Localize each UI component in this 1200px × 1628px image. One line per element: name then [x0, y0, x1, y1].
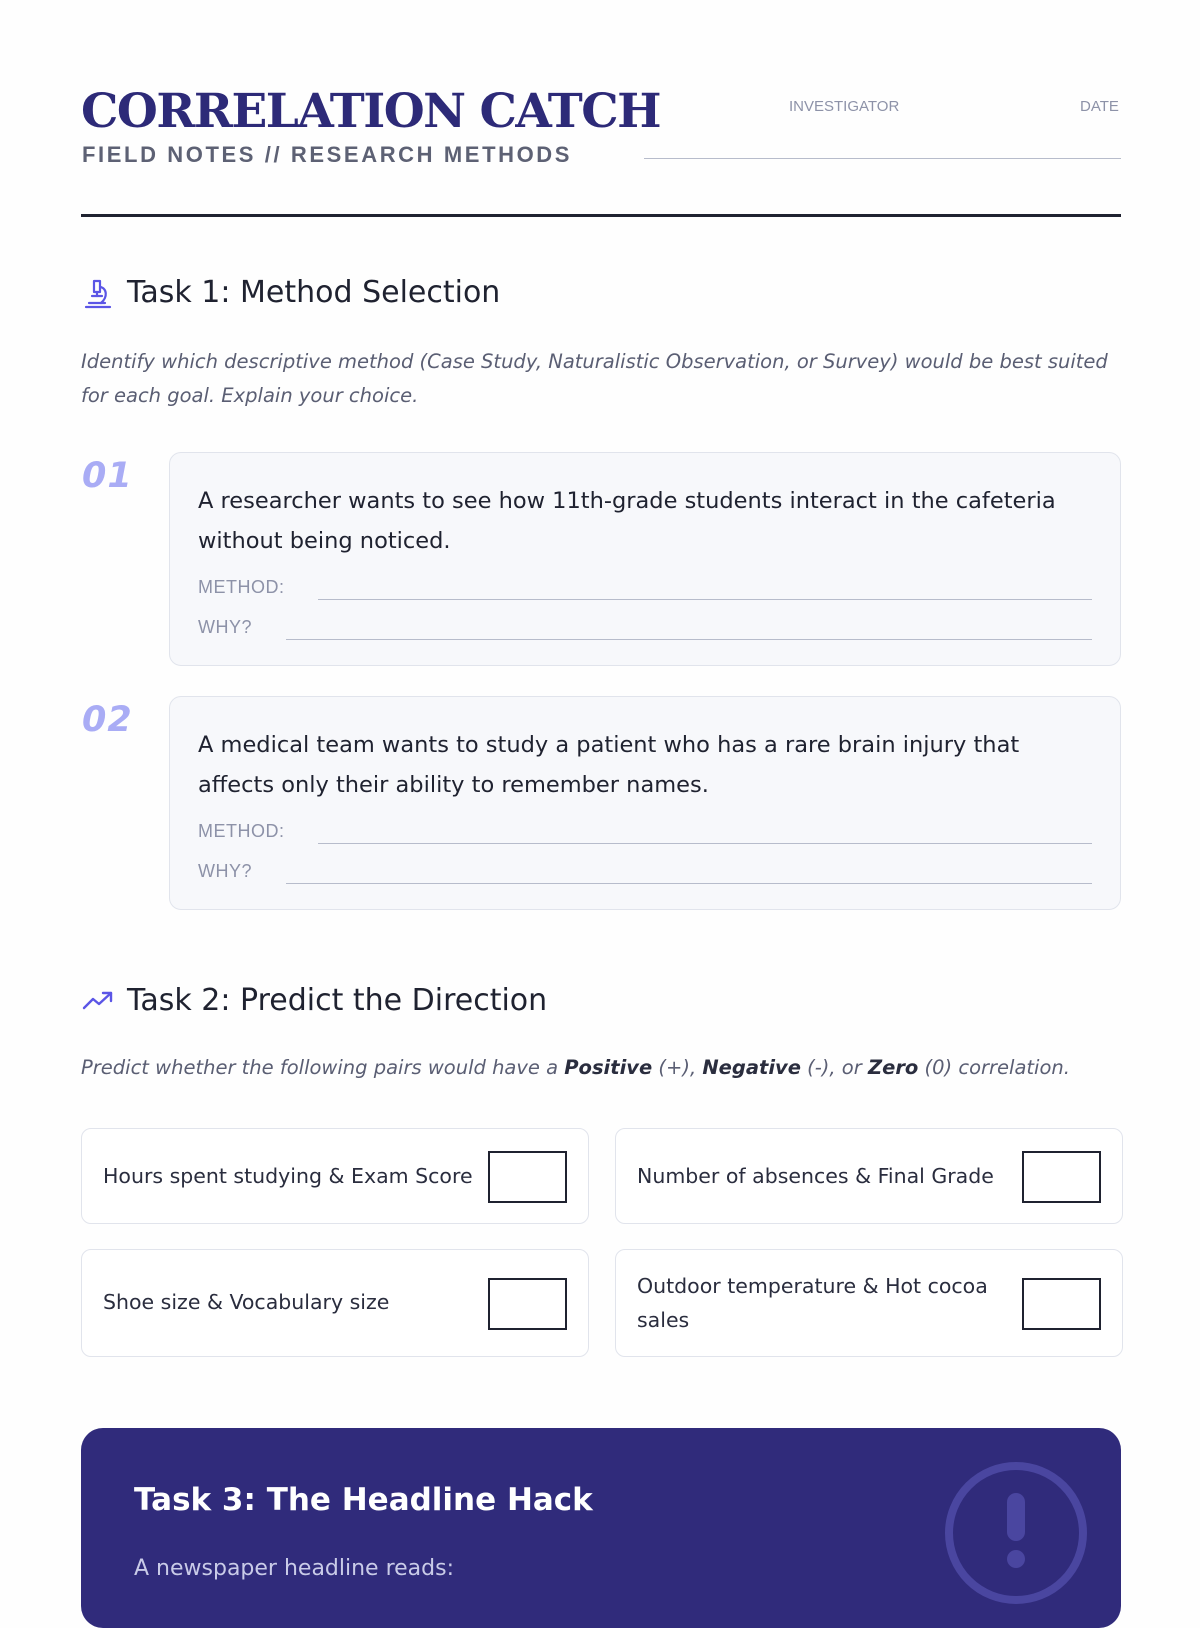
trending-up-icon: [81, 984, 115, 1018]
task3-panel: [81, 1428, 1121, 1628]
instructions-text: Predict whether the following pairs would have a: [81, 1056, 565, 1079]
instructions-text: (+),: [652, 1056, 703, 1079]
why-label: WHY?: [198, 617, 253, 637]
why-label: WHY?: [198, 861, 253, 881]
microscope-icon: [81, 276, 115, 310]
positive-term: Positive: [564, 1056, 653, 1079]
method-label: METHOD:: [198, 577, 285, 597]
answer-box[interactable]: [488, 1278, 567, 1330]
date-field[interactable]: [963, 158, 1121, 159]
task2-heading: [81, 983, 547, 1018]
why-answer-line[interactable]: [286, 883, 1092, 884]
question-card: [169, 696, 1121, 910]
correlation-pair: [615, 1249, 1123, 1357]
worksheet-title: CORRELATION CATCH: [81, 84, 661, 139]
task3-text: A newspaper headline reads:: [134, 1556, 454, 1581]
method-answer-line[interactable]: [318, 843, 1092, 844]
question-number: 01: [82, 456, 133, 496]
zero-term: Zero: [867, 1056, 919, 1079]
alert-circle-icon: [941, 1458, 1091, 1608]
task1-heading-text: Task 1: Method Selection: [127, 275, 501, 310]
investigator-label: INVESTIGATOR: [789, 98, 900, 115]
answer-box[interactable]: [1022, 1151, 1101, 1203]
task1-instructions: Identify which descriptive method (Case Study, Naturalistic Observation, or Survey) would be best suited for each goal. Explain your choice.: [81, 350, 1108, 407]
question-text: A medical team wants to study a patient who has a rare brain injury that affects only their ability to remember names.: [198, 732, 1020, 798]
worksheet-header: [81, 84, 1121, 216]
answer-box[interactable]: [488, 1151, 567, 1203]
question-card: [169, 452, 1121, 666]
instructions-text: (0) correlation.: [918, 1056, 1070, 1079]
negative-term: Negative: [702, 1056, 801, 1079]
correlation-pair: [615, 1128, 1123, 1224]
instructions-text: (-), or: [800, 1056, 868, 1079]
answer-box[interactable]: [1022, 1278, 1101, 1330]
task2-heading-text: Task 2: Predict the Direction: [127, 983, 548, 1018]
pair-text: Shoe size & Vocabulary size: [103, 1290, 390, 1314]
correlation-pair: [81, 1128, 589, 1224]
question-text: A researcher wants to see how 11th-grade students interact in the cafeteria without being noticed.: [198, 488, 1056, 554]
pair-text: Hours spent studying & Exam Score: [103, 1164, 473, 1188]
method-answer-line[interactable]: [318, 599, 1092, 600]
question-number: 02: [82, 700, 133, 740]
header-divider: [81, 214, 1121, 217]
date-label: DATE: [1080, 98, 1119, 115]
task3-heading: Task 3: The Headline Hack: [134, 1482, 593, 1518]
pair-text: Number of absences & Final Grade: [637, 1164, 994, 1188]
pair-text: Outdoor temperature & Hot cocoa sales: [637, 1274, 988, 1332]
correlation-pair: [81, 1249, 589, 1357]
task1-heading: [81, 275, 500, 310]
task2-instructions: [81, 1051, 1121, 1085]
why-answer-line[interactable]: [286, 639, 1092, 640]
method-label: METHOD:: [198, 821, 285, 841]
worksheet-subtitle: FIELD NOTES // RESEARCH METHODS: [82, 142, 573, 167]
investigator-field[interactable]: [644, 158, 991, 159]
